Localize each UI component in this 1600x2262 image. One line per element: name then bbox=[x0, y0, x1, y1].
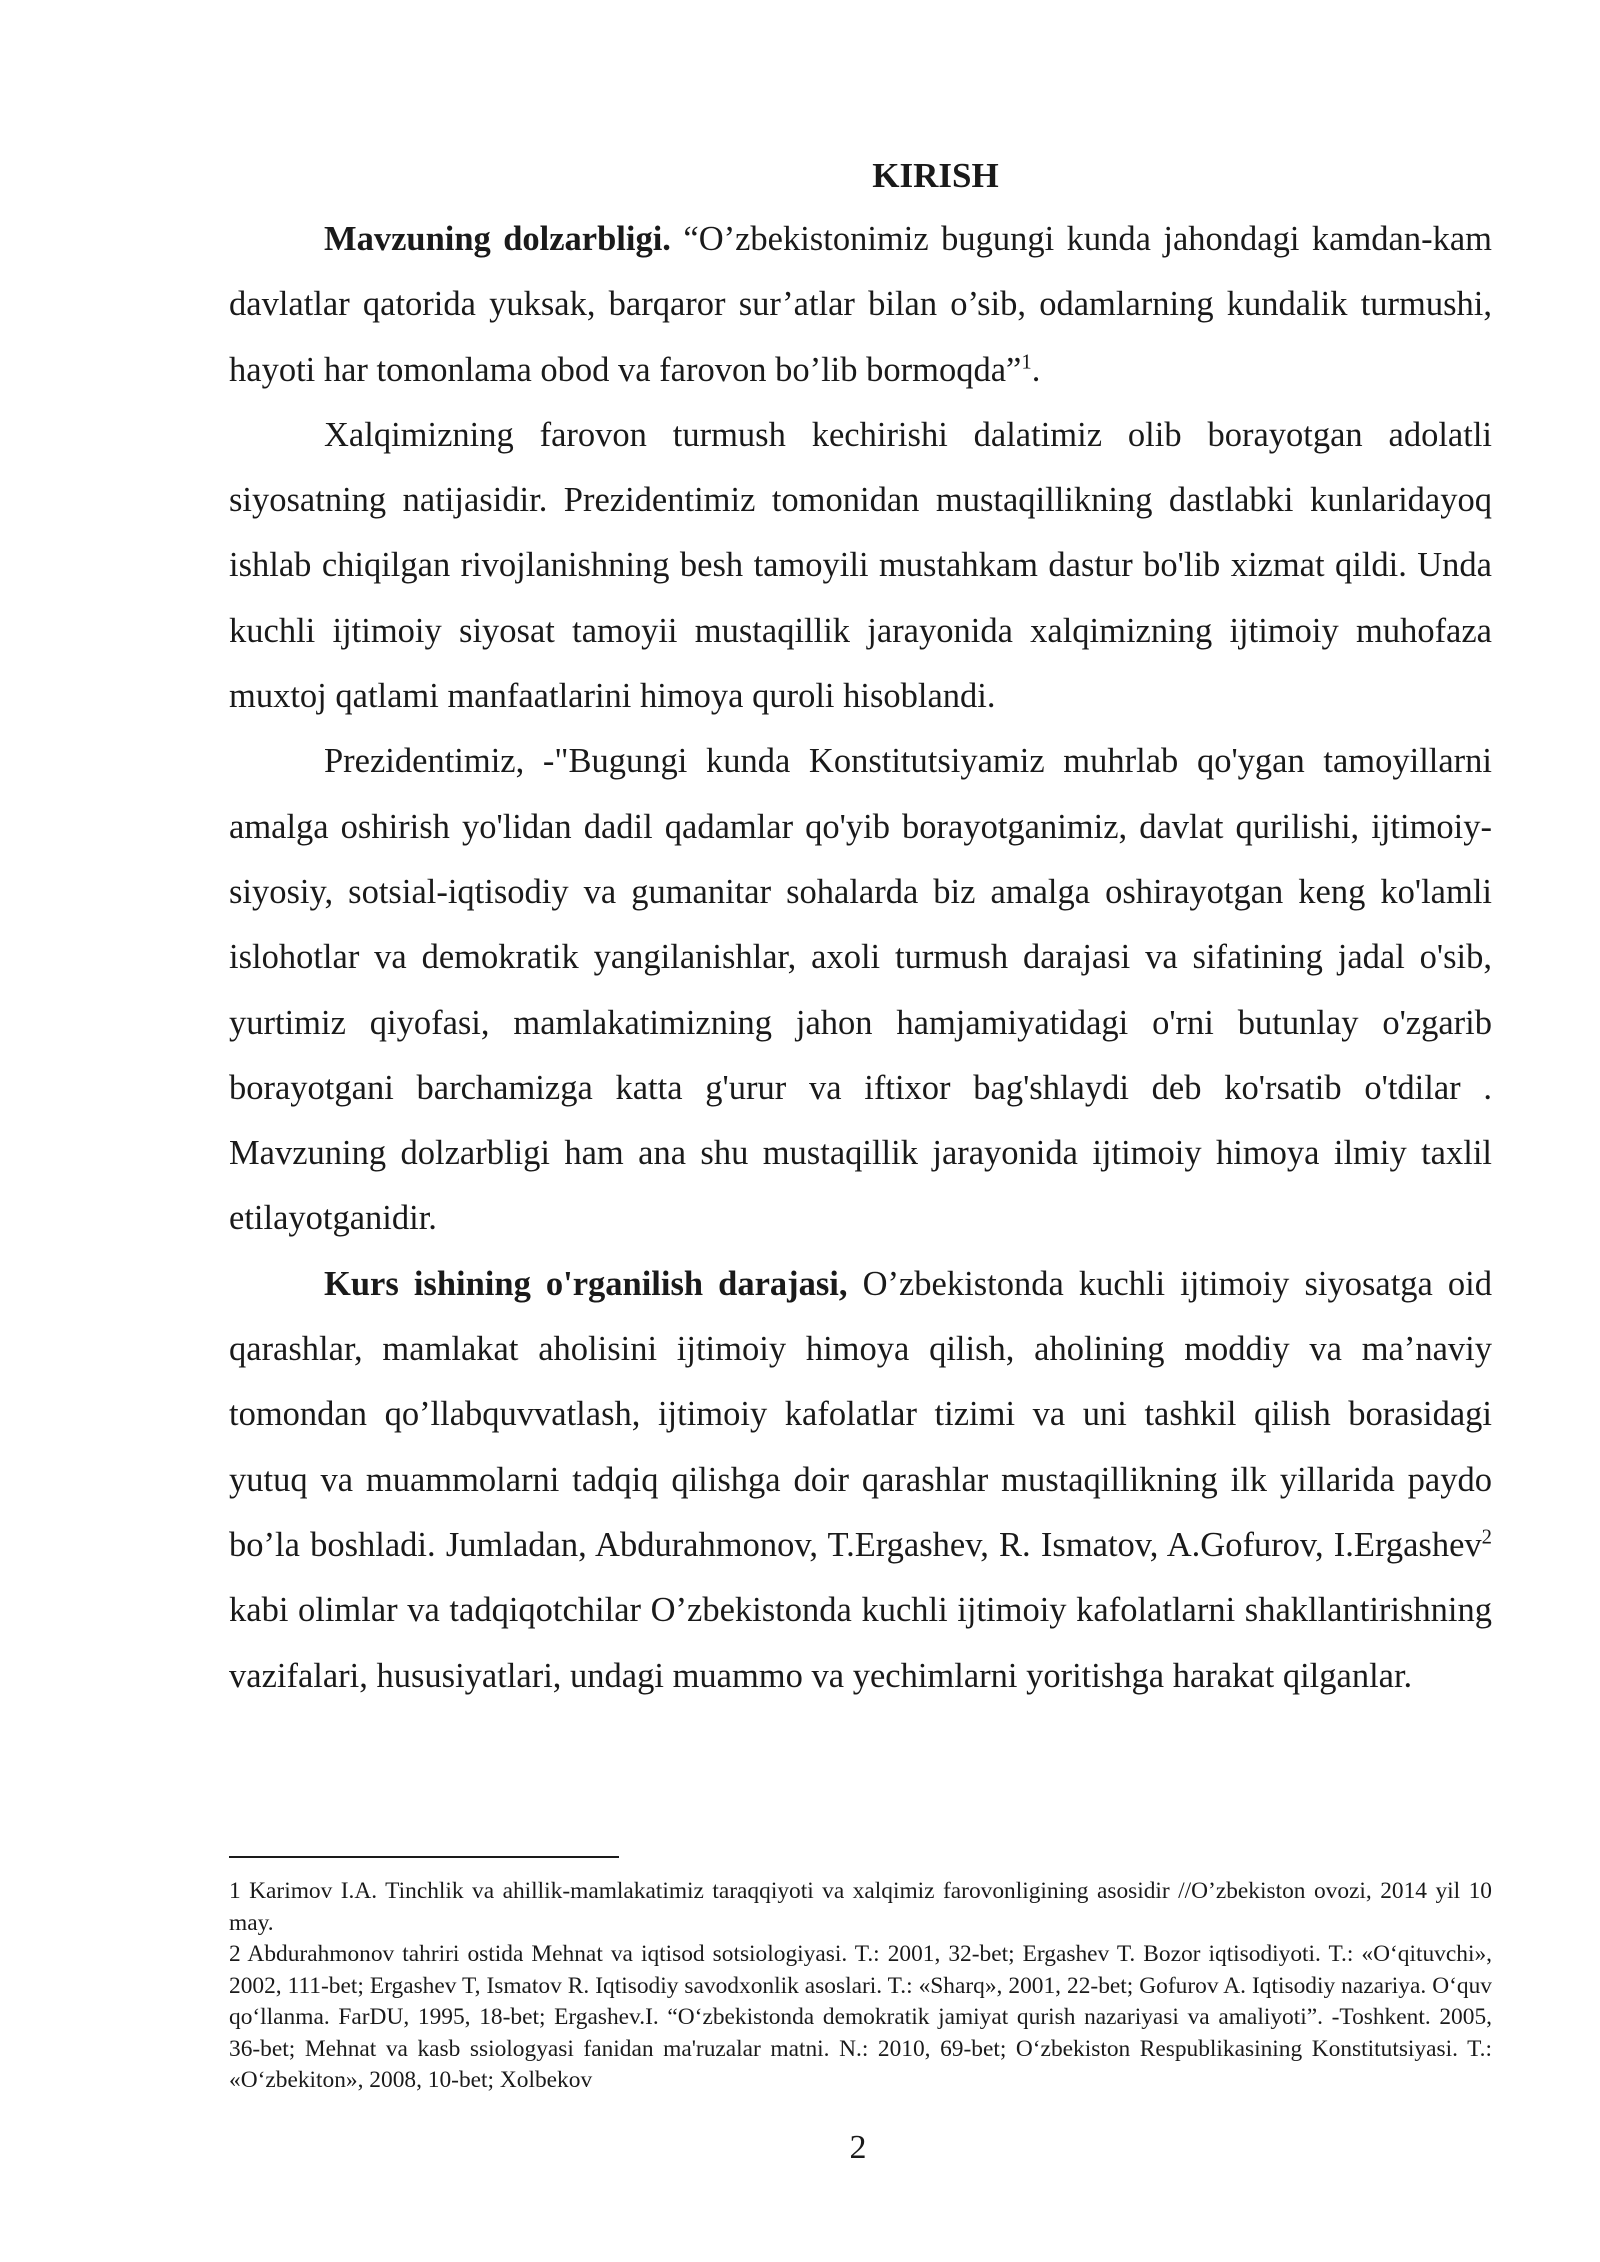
paragraph-policy: Xalqimizning farovon turmush kechirishi dalatimiz olib borayotgan adolatli siyosatning natijasidir. Prezidentimiz tomonidan mustaqillikning dastlabki kunlaridayoq ishlab chiqilgan rivojlanishning besh tamoyili mustahkam dastur bo'lib xizmat qildi. Unda kuchli ijtimoiy siyosat tamoyii mustaqillik jarayonida xalqimizning ijtimoiy muhofaza muxtoj qatlami manfaatlarini himoya quroli hisoblandi. bbox=[229, 415, 1492, 716]
footnotes bbox=[229, 1876, 1492, 2097]
footnote-1: 1 Karimov I.A. Tinchlik va ahillik-mamlakatimiz taraqqiyoti va xalqimiz farovonligining asosidir //O’zbekiston ovozi, 2014 yil 10 may. bbox=[229, 1878, 1492, 1936]
paragraph-text: “O’zbekistonimiz bugungi kunda jahondagi kamdan-kam davlatlar qatorida yuksak, barqaror sur’atlar bilan o’sib, odamlarning kundalik turmushi, hayoti har tomonlama obod va farovon bo’lib bormoqda” bbox=[229, 220, 1492, 389]
paragraph-president-quote: Prezidentimiz, -"Bugungi kunda Konstitutsiyamiz muhrlab qo'ygan tamoyillarni amalga oshirish yo'lidan dadil qadamlar qo'yib borayotganimiz, davlat qurilishi, ijtimoiy-siyosiy, sotsial-iqtisodiy va gumanitar sohalarda biz amalga oshirayotgan keng ko'lamli islohotlar va demokratik yangilanishlar, axoli turmush darajasi va sifatining jadal o'sib, yurtimiz qiyofasi, mamlakatimizning jahon hamjamiyatidagi o'rni butunlay o'zgarib borayotgani barchamizga katta g'urur va iftixor bag'shlaydi deb ko'rsatib o'tdilar . Mavzuning dolzarbligi ham ana shu mustaqillik jarayonida ijtimoiy himoya ilmiy taxlil etilayotganidir. bbox=[229, 742, 1492, 1238]
footnote-2: 2 Abdurahmonov tahriri ostida Mehnat va iqtisod sotsiologiyasi. T.: 2001, 32-bet; Ergashev T. Bozor iqtisodiyoti. T.: «O‘qituvchi», 2002, 111-bet; Ergashev T, Ismatov R. Iqtisodiy savodxonlik asoslari. T.: «Sharq», 2001, 22-bet; Gofurov A. Iqtisodiy nazariya. O‘quv qo‘llanma. FarDU, 1995, 18-bet; Ergashev.I. “O‘zbekistonda demokratik jamiyat qurish nazariyasi va amaliyoti”. -Toshkent. 2005, 36-bet; Mehnat va kasb ssiologyasi fanidan ma'ruzalar matni. N.: 2010, 69-bet; O‘zbekiston Respublikasining Konstitutsiyasi. T.: «O‘zbekiton», 2008, 10-bet; Xolbekov bbox=[229, 1941, 1492, 2093]
paragraph-text-end: kabi olimlar va tadqiqotchilar O’zbekistonda kuchli ijtimoiy kafolatlarni shakllantirishning vazifalari, hususiyatlari, undagi muammo va yechimlarni yoritishga harakat qilganlar. bbox=[229, 1591, 1492, 1695]
page-number: 2 bbox=[849, 2129, 867, 2166]
body-text bbox=[229, 145, 1492, 1709]
paragraph-relevance bbox=[229, 207, 1492, 403]
footnote-reference[interactable]: 2 bbox=[1481, 1526, 1492, 1549]
paragraph-lead-bold: Kurs ishining o'rganilish darajasi, bbox=[324, 1264, 848, 1303]
footnote-reference[interactable]: 1 bbox=[1021, 351, 1032, 374]
footnote-separator bbox=[229, 1856, 619, 1858]
paragraph-research-degree bbox=[229, 1252, 1492, 1709]
paragraph-text-end: . bbox=[1031, 350, 1041, 389]
section-heading: KIRISH bbox=[872, 156, 999, 195]
paragraph-lead-bold: Mavzuning dolzarbligi. bbox=[324, 220, 671, 258]
paragraph-text: O’zbekistonda kuchli ijtimoiy siyosatga oid qarashlar, mamlakat aholisini ijtimoiy himoya qilish, aholining moddiy va ma’naviy tomondan qo’llabquvvatlash, ijtimoiy kafolatlar tizimi va uni tashkil qilish borasidagi yutuq va muammolarni tadqiq qilishga doir qarashlar mustaqillikning ilk yillarida paydo bo’la boshladi. Jumladan, Abdurahmonov, T.Ergashev, R. Ismatov, A.Gofurov, I.Ergashev bbox=[229, 1264, 1492, 1564]
